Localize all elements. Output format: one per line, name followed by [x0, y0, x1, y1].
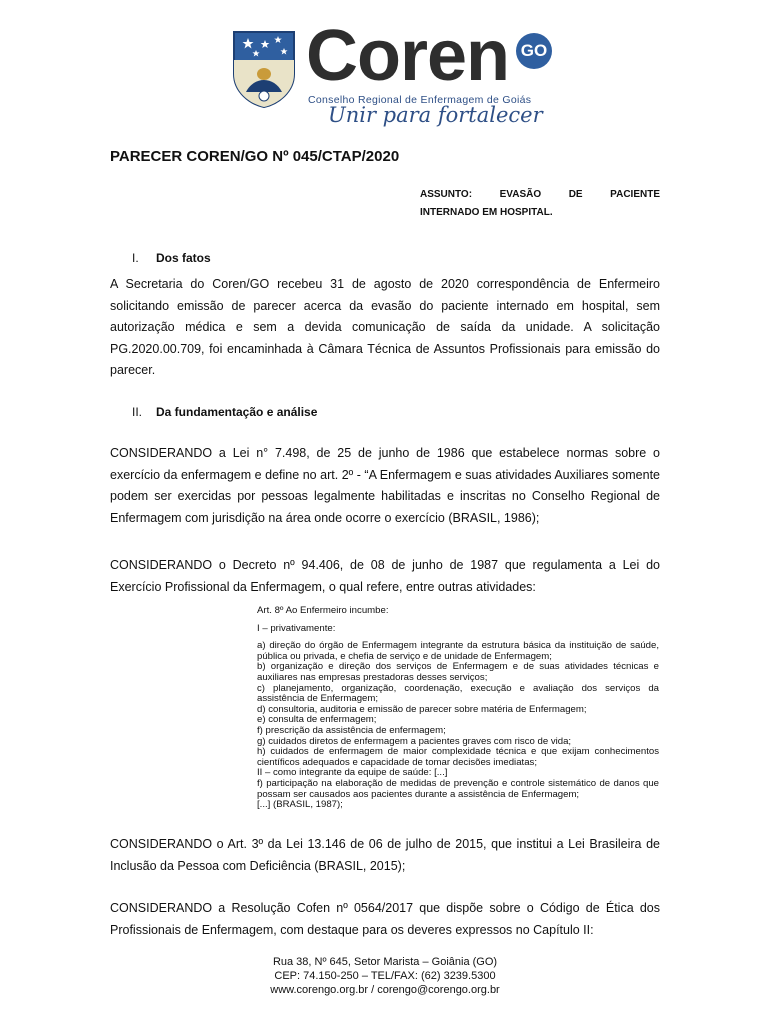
legal-quote-block [257, 606, 659, 811]
quote-item: c) planejamento, organização, coordenação, execução e avaliação dos serviços da assistência de Enfermagem; [257, 682, 659, 705]
quote-item-list [257, 641, 659, 811]
section-heading-analysis [110, 405, 317, 419]
quote-item: e) consulta de enfermagem; [257, 714, 377, 726]
quote-item: d) consultoria, auditoria e emissão de parecer sobre matéria de Enfermagem; [257, 703, 587, 715]
coren-wordmark: Coren [306, 16, 510, 96]
paragraph-considerando-law-13146: CONSIDERANDO o Art. 3º da Lei 13.146 de 06 de julho de 2015, que institui a Lei Brasileira de Inclusão da Pessoa com Deficiência (BRASIL, 2015); [110, 837, 660, 873]
subject-line-1: ASSUNTO: EVASÃO DE PACIENTE [420, 189, 660, 200]
quote-item: f) prescrição da assistência de enfermagem; [257, 724, 446, 736]
section-number: I. [132, 251, 139, 265]
quote-item: a) direção do órgão de Enfermagem integrante da estrutura básica da instituição de saúde, pública ou privada, e chefia de serviço e de unidade de Enfermagem; [257, 640, 659, 662]
section-number: II. [132, 405, 143, 419]
quote-item: II – como integrante da equipe de saúde: [...] [257, 767, 448, 779]
page-footer [0, 955, 770, 997]
logo-slogan: Unir para fortalecer [328, 103, 543, 127]
footer-address: Rua 38, Nº 645, Setor Marista – Goiânia (GO) [272, 956, 498, 968]
section-title: Da fundamentação e análise [156, 405, 318, 419]
quote-item: h) cuidados de enfermagem de maior complexidade técnica e que exijam conhecimentos científicos adequados e capacidade de tomar decisões imediatas; [257, 746, 659, 768]
coren-seal-logo [232, 30, 296, 108]
go-badge: GO [516, 33, 552, 69]
paragraph-considerando-decree-94406: CONSIDERANDO o Decreto nº 94.406, de 08 de junho de 1987 que regulamenta a Lei do Exercício Profissional da Enfermagem, o qual refere, entre outras atividades: [110, 558, 660, 594]
quote-subheading: I – privativamente: [257, 622, 336, 634]
quote-item: b) organização e direção dos serviços de Enfermagem e de suas atividades técnicas e auxiliares nas empresas prestadoras desses serviços; [257, 661, 659, 683]
paragraph-considerando-law-7498: CONSIDERANDO a Lei n° 7.498, de 25 de junho de 1986 que estabelece normas sobre o exercício da enfermagem e define no art. 2º - “A Enfermagem e suas atividades Auxiliares somente podem ser exercidas por pessoas legalmente habilitadas e inscritas no Conselho Regional de Enfermagem com jurisdição na área onde ocorre o exercício (BRASIL, 1986); [110, 446, 660, 525]
paragraph-considerando-resolution-0564: CONSIDERANDO a Resolução Cofen nº 0564/2017 que dispõe sobre o Código de Ética dos Profissionais de Enfermagem, com destaque para os deveres expressos no Capítulo II: [110, 901, 660, 937]
logo-subtitle: Conselho Regional de Enfermagem de Goiás [308, 94, 532, 106]
subject-line-2: INTERNADO EM HOSPITAL. [420, 207, 553, 218]
section-heading-facts [110, 251, 211, 265]
document-title: PARECER COREN/GO Nº 045/CTAP/2020 [110, 148, 400, 165]
quote-item: [...] (BRASIL, 1987); [257, 799, 343, 811]
section-title: Dos fatos [156, 251, 211, 265]
subject-block [420, 186, 660, 222]
quote-item: g) cuidados diretos de enfermagem a pacientes graves com risco de vida; [257, 735, 572, 747]
footer-contact: CEP: 74.150-250 – TEL/FAX: (62) 3239.5300 [274, 970, 496, 982]
quote-article: Art. 8º Ao Enfermeiro incumbe: [257, 605, 389, 616]
paragraph-facts: A Secretaria do Coren/GO recebeu 31 de agosto de 2020 correspondência de Enfermeiro solicitando emissão de parecer acerca da evasão do paciente internado em hospital, sem autorização médica e sem a devida comunicação de saída da unidade. A solicitação PG.2020.00.709, foi encaminhada à Câmara Técnica de Assuntos Profissionais para emissão do parecer. [110, 277, 660, 377]
quote-item: f) participação na elaboração de medidas de prevenção e controle sistemático de danos que possam ser causados aos pacientes durante a assistência de Enfermagem; [257, 777, 659, 800]
footer-web: www.corengo.org.br / corengo@corengo.org.br [270, 984, 500, 996]
